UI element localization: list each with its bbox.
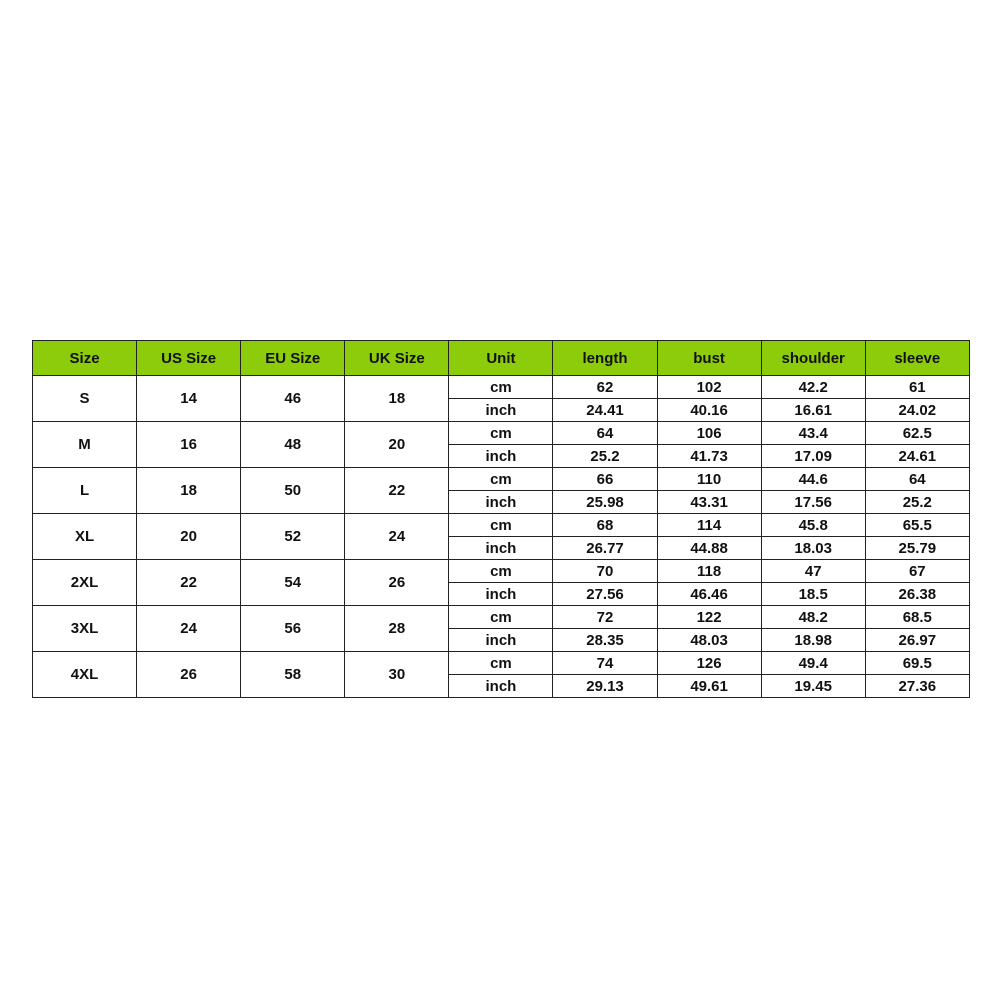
eu-size-cell: 48 bbox=[241, 422, 345, 468]
shoulder-cell: 17.09 bbox=[761, 445, 865, 468]
size-chart-body bbox=[33, 376, 970, 698]
shoulder-cell: 44.6 bbox=[761, 468, 865, 491]
unit-cell: inch bbox=[449, 583, 553, 606]
shoulder-cell: 42.2 bbox=[761, 376, 865, 399]
table-row bbox=[33, 468, 970, 491]
length-cell: 27.56 bbox=[553, 583, 657, 606]
table-row bbox=[33, 560, 970, 583]
unit-cell: inch bbox=[449, 675, 553, 698]
length-cell: 72 bbox=[553, 606, 657, 629]
shoulder-cell: 47 bbox=[761, 560, 865, 583]
sleeve-cell: 24.02 bbox=[865, 399, 969, 422]
eu-size-cell: 58 bbox=[241, 652, 345, 698]
shoulder-cell: 45.8 bbox=[761, 514, 865, 537]
length-cell: 25.98 bbox=[553, 491, 657, 514]
length-cell: 29.13 bbox=[553, 675, 657, 698]
us-size-cell: 18 bbox=[137, 468, 241, 514]
bust-cell: 44.88 bbox=[657, 537, 761, 560]
bust-cell: 110 bbox=[657, 468, 761, 491]
bust-cell: 126 bbox=[657, 652, 761, 675]
size-chart-table bbox=[32, 340, 970, 698]
sleeve-cell: 61 bbox=[865, 376, 969, 399]
unit-cell: inch bbox=[449, 491, 553, 514]
shoulder-cell: 19.45 bbox=[761, 675, 865, 698]
length-cell: 26.77 bbox=[553, 537, 657, 560]
eu-size-cell: 54 bbox=[241, 560, 345, 606]
uk-size-cell: 30 bbox=[345, 652, 449, 698]
bust-cell: 106 bbox=[657, 422, 761, 445]
unit-cell: cm bbox=[449, 652, 553, 675]
sleeve-cell: 27.36 bbox=[865, 675, 969, 698]
eu-size-cell: 50 bbox=[241, 468, 345, 514]
sleeve-cell: 24.61 bbox=[865, 445, 969, 468]
header-uk-size: UK Size bbox=[345, 341, 449, 376]
sleeve-cell: 25.79 bbox=[865, 537, 969, 560]
shoulder-cell: 48.2 bbox=[761, 606, 865, 629]
bust-cell: 114 bbox=[657, 514, 761, 537]
unit-cell: cm bbox=[449, 468, 553, 491]
header-unit: Unit bbox=[449, 341, 553, 376]
unit-cell: cm bbox=[449, 560, 553, 583]
size-cell: L bbox=[33, 468, 137, 514]
sleeve-cell: 69.5 bbox=[865, 652, 969, 675]
shoulder-cell: 49.4 bbox=[761, 652, 865, 675]
uk-size-cell: 22 bbox=[345, 468, 449, 514]
length-cell: 28.35 bbox=[553, 629, 657, 652]
sleeve-cell: 68.5 bbox=[865, 606, 969, 629]
uk-size-cell: 20 bbox=[345, 422, 449, 468]
size-cell: 3XL bbox=[33, 606, 137, 652]
unit-cell: cm bbox=[449, 606, 553, 629]
unit-cell: inch bbox=[449, 399, 553, 422]
length-cell: 68 bbox=[553, 514, 657, 537]
uk-size-cell: 24 bbox=[345, 514, 449, 560]
table-row bbox=[33, 376, 970, 399]
us-size-cell: 26 bbox=[137, 652, 241, 698]
size-cell: 4XL bbox=[33, 652, 137, 698]
us-size-cell: 24 bbox=[137, 606, 241, 652]
length-cell: 25.2 bbox=[553, 445, 657, 468]
size-cell: M bbox=[33, 422, 137, 468]
length-cell: 66 bbox=[553, 468, 657, 491]
us-size-cell: 14 bbox=[137, 376, 241, 422]
bust-cell: 118 bbox=[657, 560, 761, 583]
header-bust: bust bbox=[657, 341, 761, 376]
shoulder-cell: 18.03 bbox=[761, 537, 865, 560]
us-size-cell: 22 bbox=[137, 560, 241, 606]
uk-size-cell: 26 bbox=[345, 560, 449, 606]
bust-cell: 41.73 bbox=[657, 445, 761, 468]
header-eu-size: EU Size bbox=[241, 341, 345, 376]
eu-size-cell: 52 bbox=[241, 514, 345, 560]
header-row bbox=[33, 341, 970, 376]
size-cell: 2XL bbox=[33, 560, 137, 606]
table-row bbox=[33, 422, 970, 445]
bust-cell: 122 bbox=[657, 606, 761, 629]
sleeve-cell: 62.5 bbox=[865, 422, 969, 445]
size-cell: S bbox=[33, 376, 137, 422]
uk-size-cell: 28 bbox=[345, 606, 449, 652]
length-cell: 24.41 bbox=[553, 399, 657, 422]
length-cell: 74 bbox=[553, 652, 657, 675]
uk-size-cell: 18 bbox=[345, 376, 449, 422]
sleeve-cell: 26.97 bbox=[865, 629, 969, 652]
bust-cell: 40.16 bbox=[657, 399, 761, 422]
eu-size-cell: 56 bbox=[241, 606, 345, 652]
sleeve-cell: 64 bbox=[865, 468, 969, 491]
unit-cell: cm bbox=[449, 376, 553, 399]
bust-cell: 46.46 bbox=[657, 583, 761, 606]
size-cell: XL bbox=[33, 514, 137, 560]
sleeve-cell: 25.2 bbox=[865, 491, 969, 514]
eu-size-cell: 46 bbox=[241, 376, 345, 422]
sleeve-cell: 67 bbox=[865, 560, 969, 583]
shoulder-cell: 18.5 bbox=[761, 583, 865, 606]
unit-cell: inch bbox=[449, 629, 553, 652]
length-cell: 70 bbox=[553, 560, 657, 583]
bust-cell: 43.31 bbox=[657, 491, 761, 514]
bust-cell: 102 bbox=[657, 376, 761, 399]
shoulder-cell: 17.56 bbox=[761, 491, 865, 514]
unit-cell: inch bbox=[449, 445, 553, 468]
header-sleeve: sleeve bbox=[865, 341, 969, 376]
bust-cell: 48.03 bbox=[657, 629, 761, 652]
length-cell: 64 bbox=[553, 422, 657, 445]
header-us-size: US Size bbox=[137, 341, 241, 376]
sleeve-cell: 65.5 bbox=[865, 514, 969, 537]
unit-cell: cm bbox=[449, 514, 553, 537]
unit-cell: cm bbox=[449, 422, 553, 445]
length-cell: 62 bbox=[553, 376, 657, 399]
shoulder-cell: 16.61 bbox=[761, 399, 865, 422]
bust-cell: 49.61 bbox=[657, 675, 761, 698]
header-length: length bbox=[553, 341, 657, 376]
shoulder-cell: 43.4 bbox=[761, 422, 865, 445]
header-size: Size bbox=[33, 341, 137, 376]
header-shoulder: shoulder bbox=[761, 341, 865, 376]
us-size-cell: 16 bbox=[137, 422, 241, 468]
us-size-cell: 20 bbox=[137, 514, 241, 560]
table-row bbox=[33, 514, 970, 537]
table-row bbox=[33, 606, 970, 629]
unit-cell: inch bbox=[449, 537, 553, 560]
table-row bbox=[33, 652, 970, 675]
shoulder-cell: 18.98 bbox=[761, 629, 865, 652]
sleeve-cell: 26.38 bbox=[865, 583, 969, 606]
